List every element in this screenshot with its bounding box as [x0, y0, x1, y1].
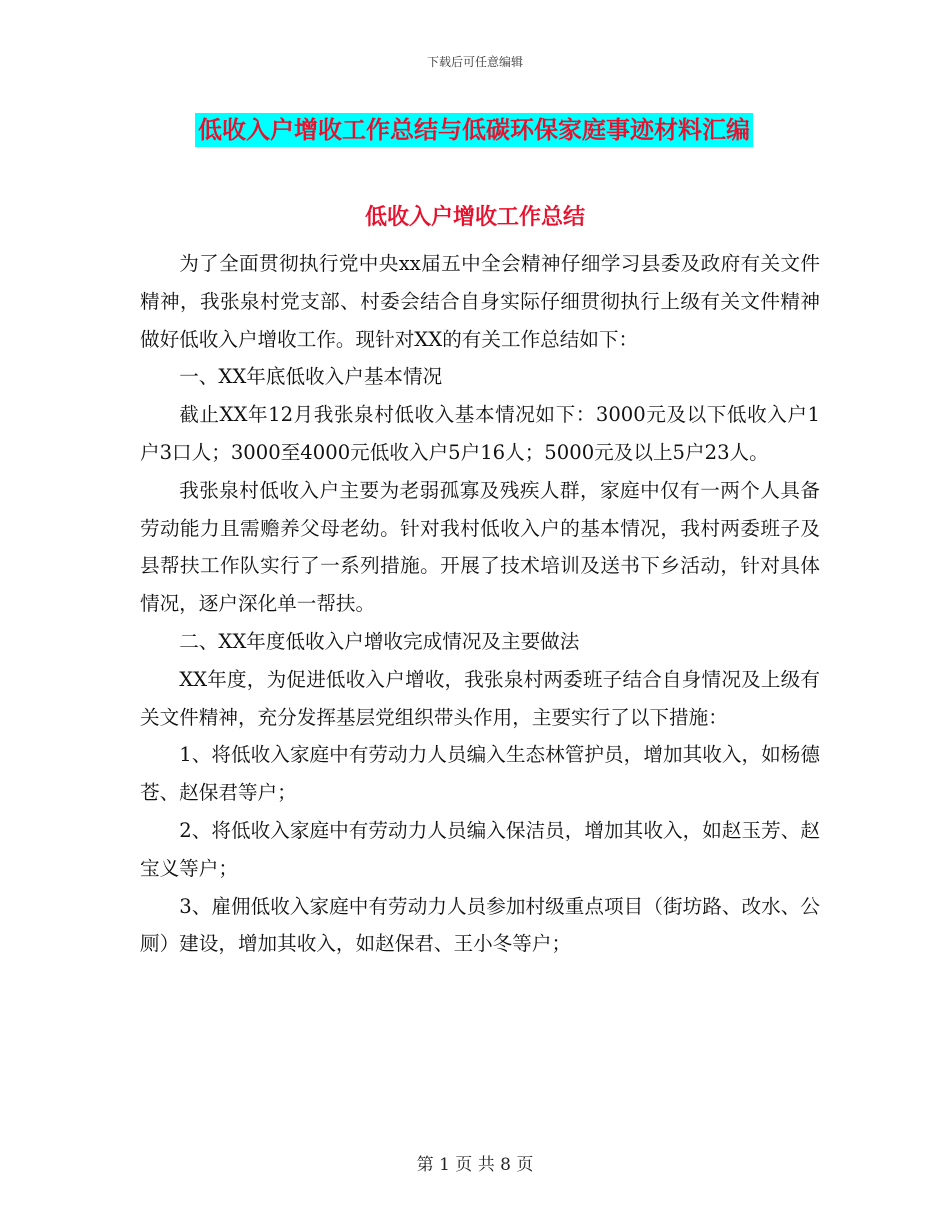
paragraph: 为了全面贯彻执行党中央xx届五中全会精神仔细学习县委及政府有关文件精神，我张泉村党支部、村委会结合自身实际仔细贯彻执行上级有关文件精神做好低收入户增收工作。现针对XX的有关工作总结如下：: [140, 252, 820, 351]
list-item: 1、将低收入家庭中有劳动力人员编入生态林管护员，增加其收入，如杨德苍、赵保君等户；: [140, 743, 820, 805]
paragraph: 截止XX年12月我张泉村低收入基本情况如下：3000元及以下低收入户1户3口人；3000至4000元低收入户5户16人；5000元及以上5户23人。: [140, 403, 820, 464]
section-title: 低收入户增收工作总结: [364, 204, 585, 230]
page-number: 第 1 页 共 8 页: [416, 1155, 534, 1175]
document-body: [140, 245, 820, 963]
paragraph-heading: 一、XX年底低收入户基本情况: [179, 365, 443, 389]
paragraph-heading: 二、XX年度低收入户增收完成情况及主要做法: [179, 629, 580, 653]
paragraph: 我张泉村低收入户主要为老弱孤寡及残疾人群，家庭中仅有一两个人具备劳动能力且需赡养父母老幼。针对我村低收入户的基本情况，我村两委班子及县帮扶工作队实行了一系列措施。开展了技术培训及送书下乡活动，针对具体情况，逐户深化单一帮扶。: [140, 478, 820, 616]
list-item: 2、将低收入家庭中有劳动力人员编入保洁员，增加其收入，如赵玉芳、赵宝义等户；: [140, 818, 820, 880]
paragraph: XX年度，为促进低收入户增收，我张泉村两委班子结合自身情况及上级有关文件精神，充分发挥基层党组织带头作用，主要实行了以下措施：: [140, 667, 820, 729]
header-note: 下载后可任意编辑: [426, 55, 523, 69]
document-title: 低收入户增收工作总结与低碳环保家庭事迹材料汇编: [195, 113, 753, 147]
list-item: 3、雇佣低收入家庭中有劳动力人员参加村级重点项目（街坊路、改水、公厕）建设，增加其收入，如赵保君、王小冬等户；: [140, 894, 820, 956]
